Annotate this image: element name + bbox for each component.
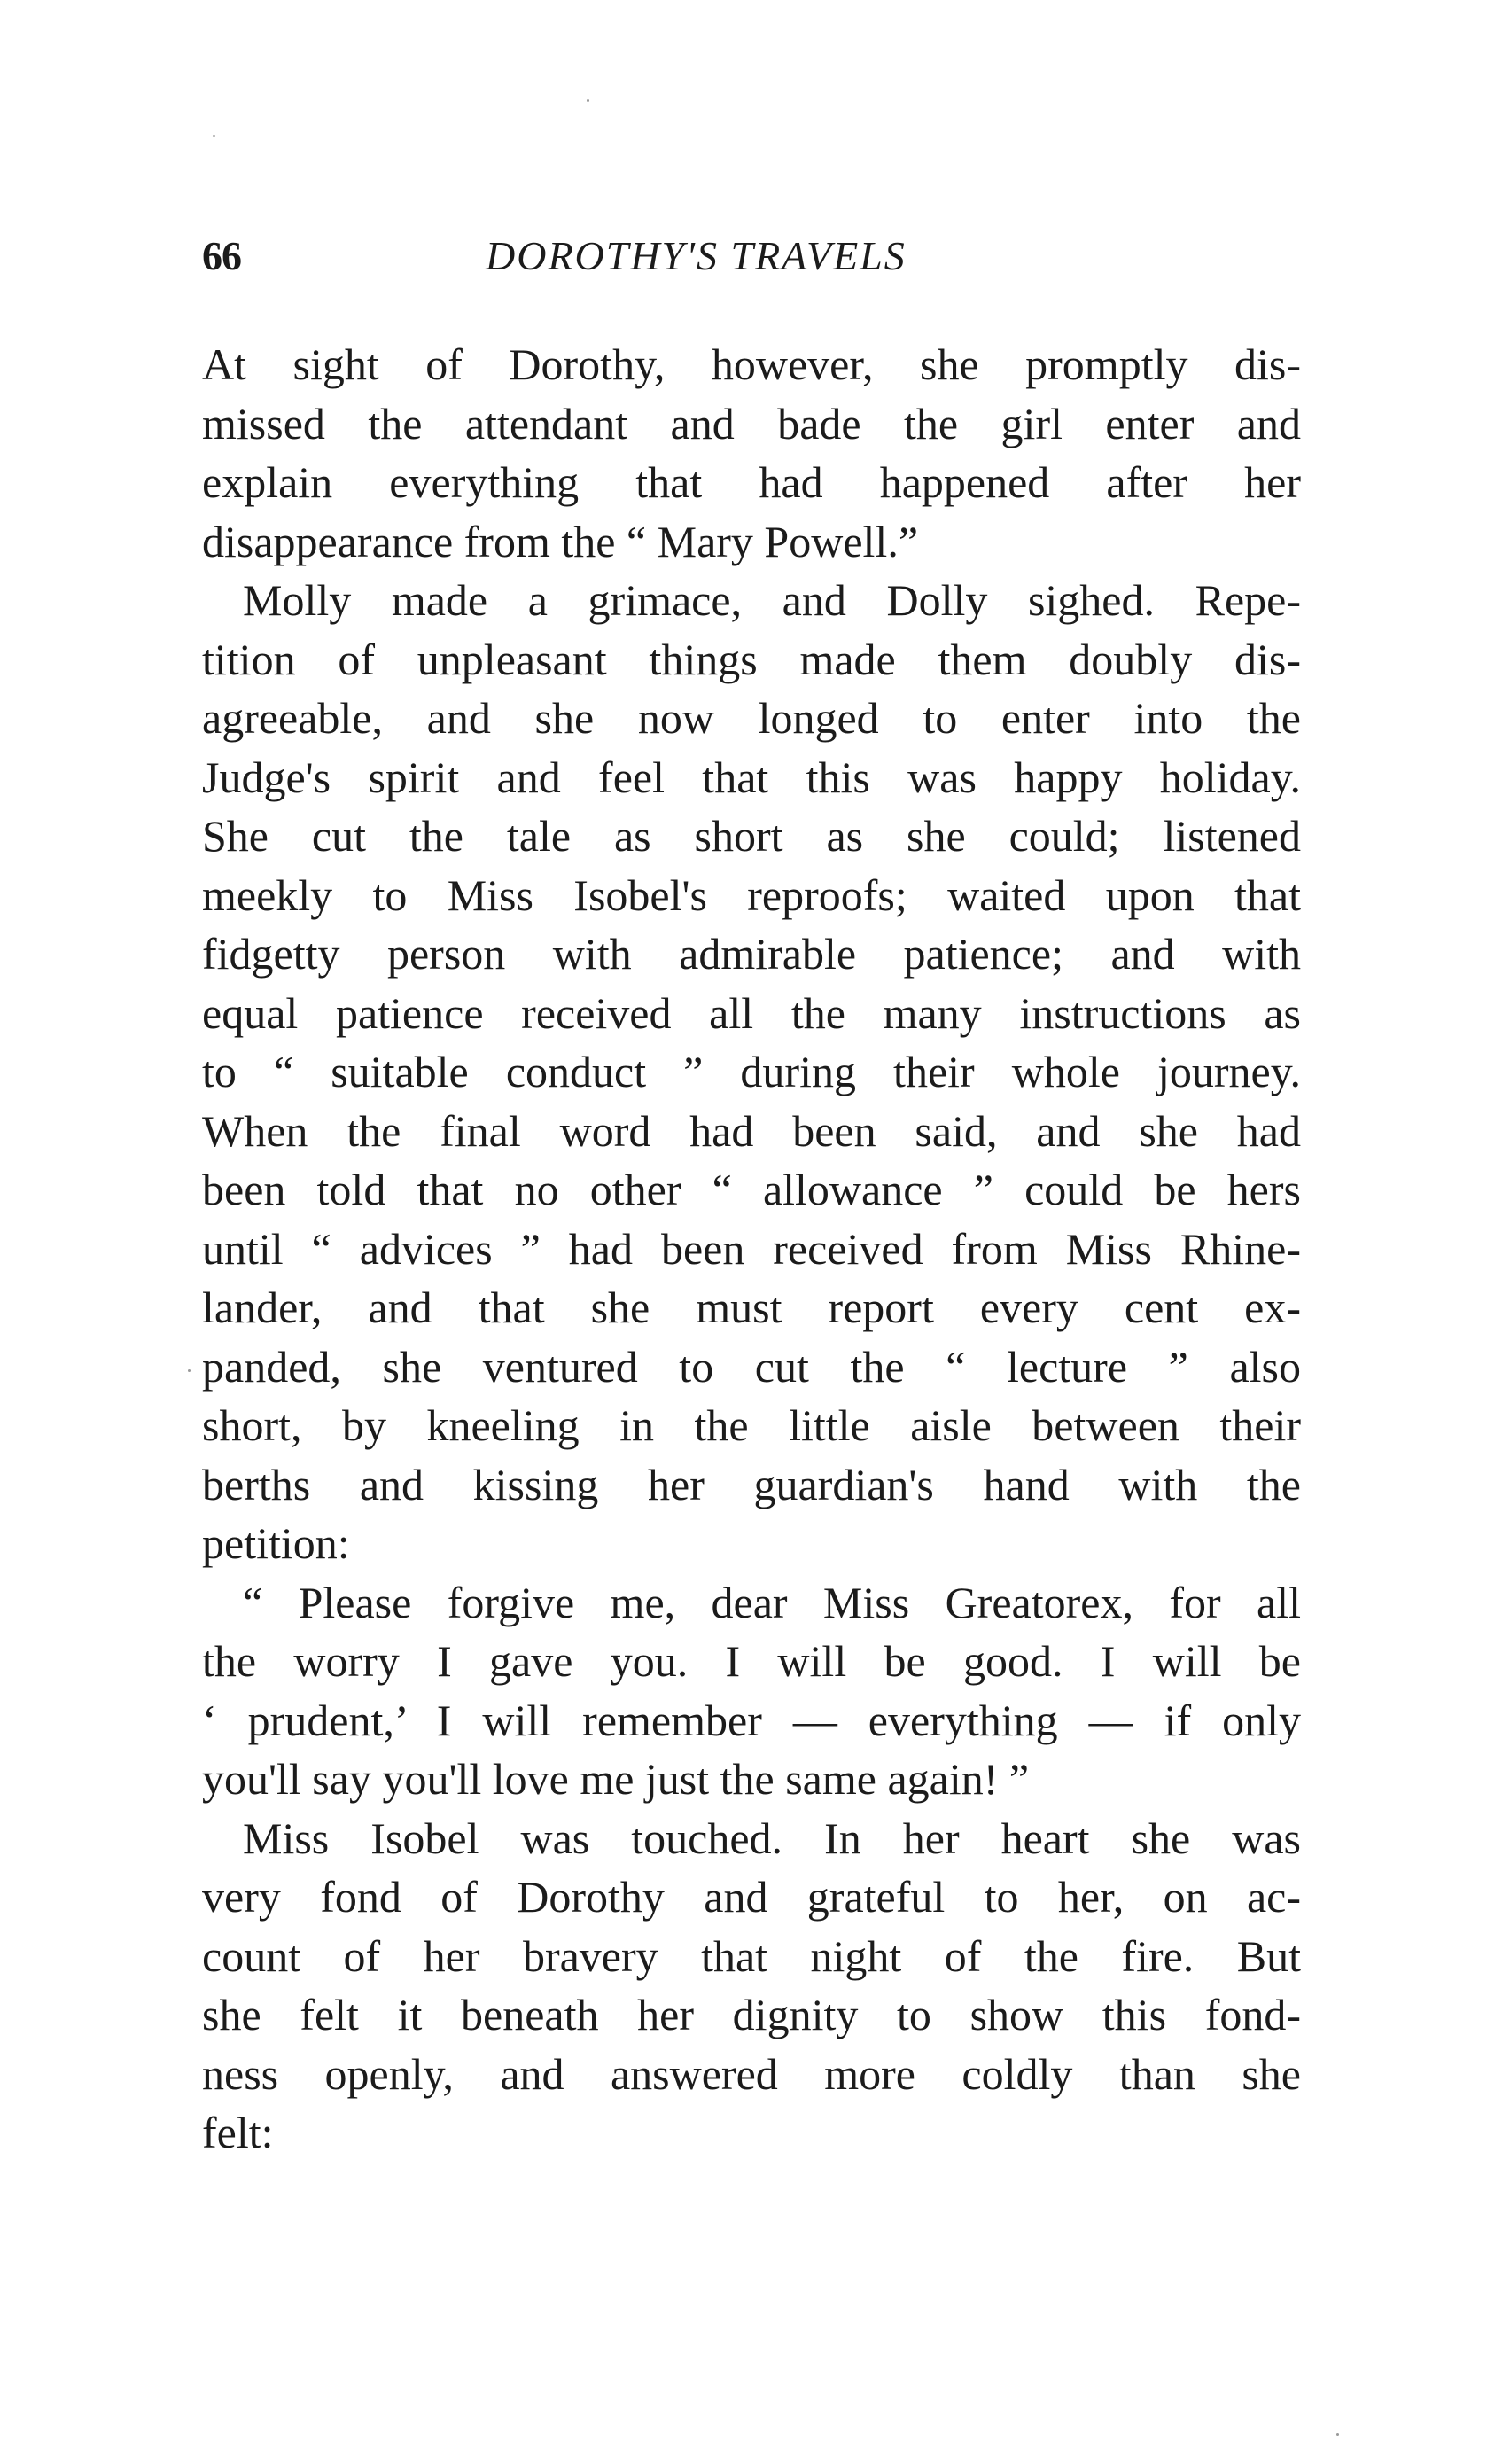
scan-speck [188,1369,191,1372]
running-title: DOROTHY'S TRAVELS [486,233,907,278]
text-line: short, by kneeling in the little aisle between their [202,1400,1301,1450]
text-line: ness openly, and answered more coldly than she [202,2048,1301,2099]
text-line: Molly made a grimace, and Dolly sighed. Repe- [243,575,1301,625]
text-line: very fond of Dorothy and grateful to her, on ac- [202,1872,1301,1922]
text-line: missed the attendant and bade the girl enter and [202,398,1301,448]
text-line: petition: [202,1518,350,1568]
text-line: panded, she ventured to cut the “ lecture ” also [202,1341,1301,1392]
text-line: meekly to Miss Isobel's reproofs; waited upon that [202,869,1301,920]
scan-speck [213,135,215,137]
text-line: Miss Isobel was touched. In her heart she was [243,1813,1301,1863]
page-number: 66 [202,233,241,278]
paragraph [202,1573,1301,1809]
running-head [202,232,1301,285]
text-line: felt: [202,2108,274,2157]
body-text [202,335,1301,2163]
text-line: agreeable, and she now longed to enter into the [202,693,1301,743]
text-line: ‘ prudent,’ I will remember — everything — if only [202,1695,1301,1745]
text-line: to “ suitable conduct ” during their whole journey. [202,1047,1301,1096]
text-line: berths and kissing her guardian's hand with the [202,1459,1301,1509]
paragraph [202,1809,1301,2163]
text-line: tition of unpleasant things made them doubly dis- [202,634,1301,684]
text-line: At sight of Dorothy, however, she promptly dis- [202,339,1301,389]
text-line: you'll say you'll love me just the same again! ” [202,1754,1030,1804]
text-line: “ Please forgive me, dear Miss Greatorex, for all [243,1577,1301,1627]
text-line: Judge's spirit and feel that this was happy holiday. [202,752,1301,802]
scan-speck [1336,2433,1339,2436]
text-line: She cut the tale as short as she could; listened [202,811,1301,861]
text-line: fidgetty person with admirable patience; and with [202,929,1301,979]
text-line: equal patience received all the many instructions as [202,987,1301,1038]
text-line: the worry I gave you. I will be good. I will be [202,1636,1301,1686]
paragraph [202,571,1301,1573]
text-line: count of her bravery that night of the fire. But [202,1930,1301,1981]
paragraph [202,335,1301,571]
text-line: explain everything that had happened after her [202,457,1301,507]
text-line: disappearance from the “ Mary Powell.” [202,516,919,566]
scan-speck [587,99,589,102]
text-line: been told that no other “ allowance ” could be hers [202,1165,1301,1214]
text-line: she felt it beneath her dignity to show this fond- [202,1990,1301,2039]
text-line: lander, and that she must report every cent ex- [202,1283,1301,1332]
text-line: When the final word had been said, and she had [202,1105,1301,1156]
text-line: until “ advices ” had been received from Miss Rhine- [202,1223,1301,1274]
